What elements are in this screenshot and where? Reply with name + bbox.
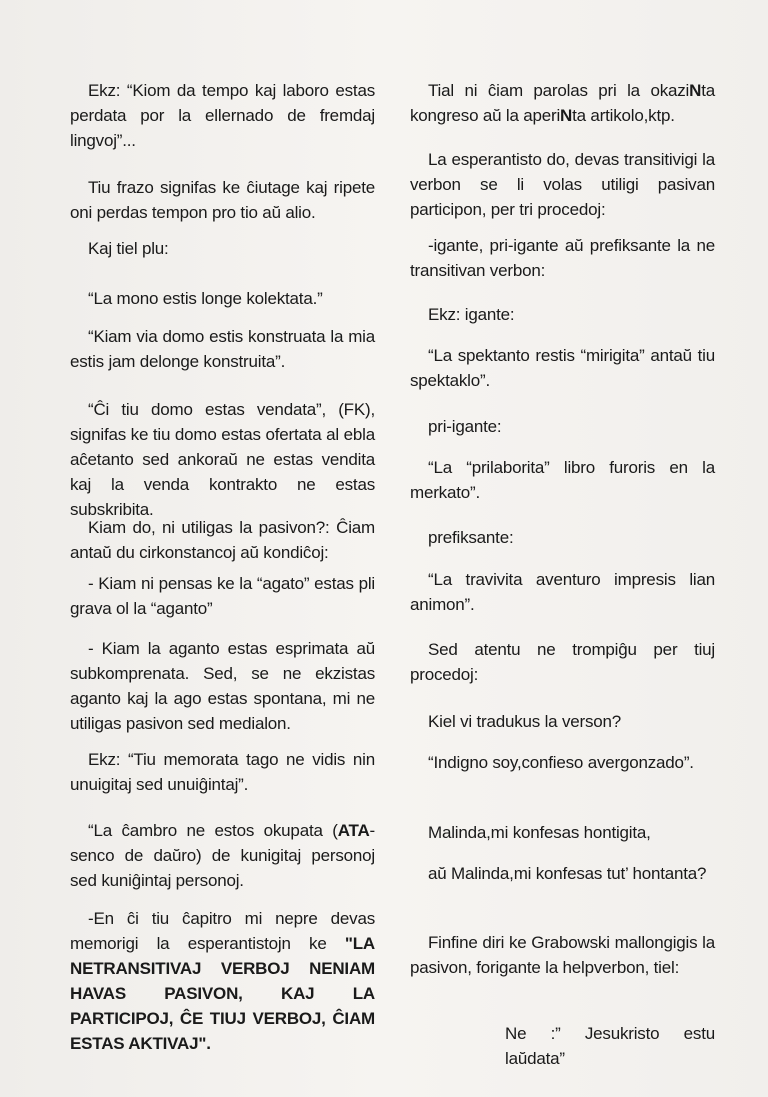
bold-text: N	[689, 81, 702, 100]
bold-text: "LA NETRANSITIVAJ VERBOJ NENIAM HAVAS PASIVON, KAJ LA PARTICIPOJ, ĈE TIUJ VERBOJ, ĈIAM ESTAS AKTIVAJ".	[70, 934, 375, 1053]
paragraph	[410, 78, 715, 128]
paragraph: - Kiam ni pensas ke la “agato” estas pli grava ol la “aganto”	[70, 574, 375, 618]
text-run: ta artikolo,ktp.	[572, 106, 675, 125]
paragraph: Tiu frazo signifas ke ĉiutage kaj ripete oni perdas tempon pro tio aŭ alio.	[70, 178, 375, 222]
paragraph: Kaj tiel plu:	[88, 239, 169, 258]
text-run: Tial ni ĉiam parolas pri la okazi	[428, 81, 690, 100]
paragraph: Ne :” Jesukristo estu laŭdata”	[505, 1024, 715, 1068]
paragraph: “Indigno soy,confieso avergonzado”.	[428, 753, 694, 772]
paragraph: Ekz: “Kiom da tempo kaj laboro estas perdata por la ellernado de fremdaj lingvoj”...	[70, 81, 375, 150]
bold-text: ATA	[337, 821, 370, 840]
text-run: -senco de daŭro) de kunigitaj personoj sed kuniĝintaj personoj.	[70, 821, 375, 890]
paragraph: pri-igante:	[428, 417, 502, 436]
paragraph: Finfine diri ke Grabowski mallongigis la pasivon, forigante la helpverbon, tiel:	[410, 933, 715, 977]
paragraph: -igante, pri-igante aŭ prefiksante la ne transitivan verbon:	[410, 236, 715, 280]
paragraph: La esperantisto do, devas transitivigi la verbon se li volas utiligi pasivan participon, per tri procedoj:	[410, 150, 715, 219]
paragraph: “Ĉi tiu domo estas vendata”, (FK), signifas ke tiu domo estas ofertata al ebla aĉetanto sed ankoraŭ ne estas vendita kaj la venda kontrakto ne estas subskribita.	[70, 400, 375, 519]
paragraph: “La mono estis longe kolektata.”	[88, 289, 323, 308]
paragraph: Sed atentu ne trompiĝu per tiuj procedoj:	[410, 640, 715, 684]
paragraph: “La “prilaborita” libro furoris en la merkato”.	[410, 458, 715, 502]
paragraph	[70, 906, 375, 1056]
paragraph: prefiksante:	[428, 528, 514, 547]
paragraph: Kiam do, ni utiligas la pasivon?: Ĉiam antaŭ du cirkonstancoj aŭ kondiĉoj:	[70, 518, 375, 562]
text-run: ta kongreso aŭ la aperi	[410, 81, 715, 125]
paragraph: “La travivita aventuro impresis lian animon”.	[410, 570, 715, 614]
paragraph: “Kiam via domo estis konstruata la mia estis jam delonge konstruita”.	[70, 327, 375, 371]
text-run: “La ĉambro ne estos okupata (	[88, 821, 338, 840]
paragraph: - Kiam la aganto estas esprimata aŭ subkomprenata. Sed, se ne ekzistas aganto kaj la ago estas spontana, mi ne utiligas pasivon sed medialon.	[70, 639, 375, 733]
bold-text: N	[560, 106, 573, 125]
paragraph: Ekz: igante:	[428, 305, 515, 324]
paragraph: Ekz: “Tiu memorata tago ne vidis nin unuigitaj sed unuiĝintaj”.	[70, 750, 375, 794]
text-run: -En ĉi tiu ĉapitro mi nepre devas memorigi la esperantistojn ke	[70, 909, 375, 953]
paragraph: Malinda,mi konfesas hontigita,	[428, 823, 651, 842]
paragraph: “La spektanto restis “mirigita” antaŭ tiu spektaklo”.	[410, 346, 715, 390]
paragraph	[70, 818, 375, 893]
paragraph: Kiel vi tradukus la verson?	[428, 712, 622, 731]
paragraph: aŭ Malinda,mi konfesas tut’ hontanta?	[428, 864, 707, 883]
